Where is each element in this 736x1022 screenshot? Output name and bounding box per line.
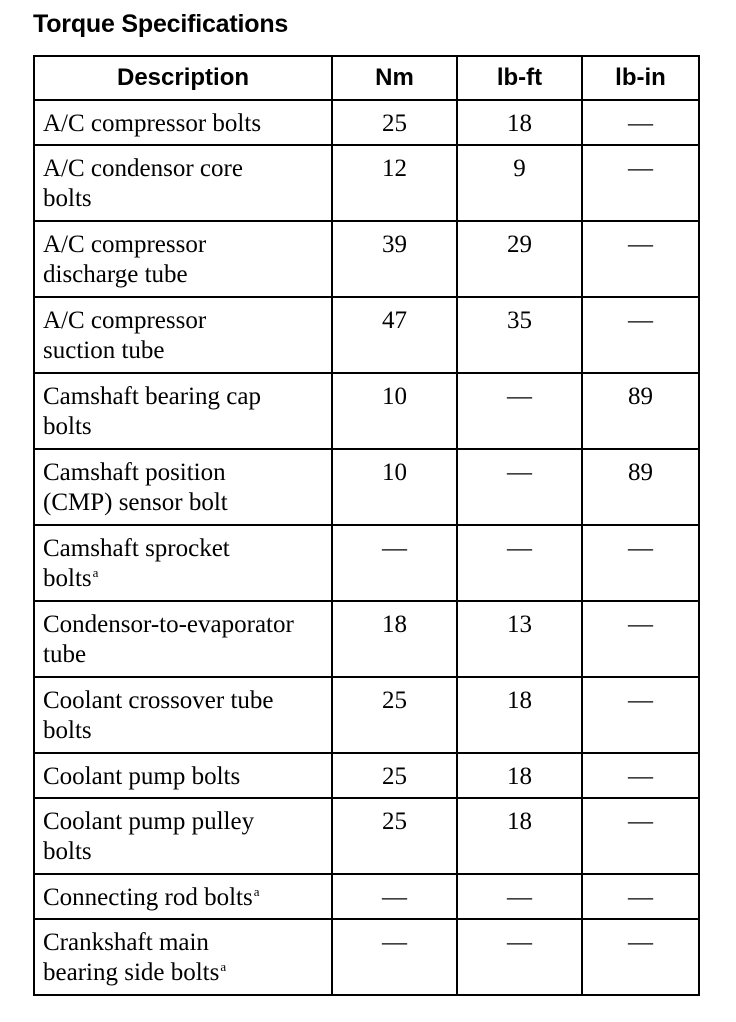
lb-in-cell: — — [582, 145, 699, 221]
description-text: Camshaft bearing cap bolts — [43, 383, 261, 440]
nm-cell: 47 — [332, 297, 457, 373]
lb-ft-cell: 9 — [457, 145, 582, 221]
column-header-lb-ft: lb-ft — [457, 56, 582, 100]
description-cell — [34, 798, 332, 874]
description-text: Coolant pump pulley bolts — [43, 808, 255, 865]
description-text: Condensor-to-evaporator tube — [43, 611, 294, 668]
description-cell — [34, 449, 332, 525]
description-text: Coolant pump bolts — [43, 763, 241, 790]
table-row — [34, 100, 699, 145]
description-text: Coolant crossover tube bolts — [43, 687, 274, 744]
lb-in-cell: — — [582, 525, 699, 601]
table-row — [34, 874, 699, 919]
description-cell — [34, 373, 332, 449]
description-text: Connecting rod bolts — [43, 884, 253, 911]
nm-cell: 12 — [332, 145, 457, 221]
lb-in-cell: — — [582, 919, 699, 995]
lb-ft-cell: — — [457, 449, 582, 525]
lb-ft-cell: — — [457, 874, 582, 919]
column-header-description: Description — [34, 56, 332, 100]
nm-cell: 10 — [332, 373, 457, 449]
table-row — [34, 525, 699, 601]
lb-ft-cell: 18 — [457, 753, 582, 798]
description-text: A/C compressor discharge tube — [43, 231, 207, 288]
lb-in-cell: — — [582, 297, 699, 373]
lb-ft-cell: — — [457, 525, 582, 601]
table-row — [34, 919, 699, 995]
lb-ft-cell: — — [457, 919, 582, 995]
nm-cell: — — [332, 919, 457, 995]
description-cell — [34, 874, 332, 919]
description-cell — [34, 145, 332, 221]
lb-ft-cell: 18 — [457, 100, 582, 145]
lb-ft-cell: 18 — [457, 798, 582, 874]
lb-ft-cell: 29 — [457, 221, 582, 297]
lb-in-cell: 89 — [582, 449, 699, 525]
lb-in-cell: — — [582, 753, 699, 798]
torque-spec-table — [33, 55, 700, 996]
description-text: Crankshaft main bearing side bolts — [43, 929, 220, 986]
footnote-marker: a — [220, 959, 227, 974]
table-row — [34, 677, 699, 753]
description-cell — [34, 677, 332, 753]
nm-cell: 25 — [332, 798, 457, 874]
nm-cell: 18 — [332, 601, 457, 677]
nm-cell: — — [332, 525, 457, 601]
lb-in-cell: — — [582, 798, 699, 874]
description-text: A/C condensor core bolts — [43, 155, 243, 212]
description-text: Camshaft position (CMP) sensor bolt — [43, 459, 228, 516]
nm-cell: 25 — [332, 100, 457, 145]
lb-in-cell: — — [582, 100, 699, 145]
nm-cell: 10 — [332, 449, 457, 525]
table-row — [34, 798, 699, 874]
page-title: Torque Specifications — [33, 10, 289, 38]
lb-ft-cell: 18 — [457, 677, 582, 753]
description-cell — [34, 100, 332, 145]
nm-cell: 39 — [332, 221, 457, 297]
table-row — [34, 601, 699, 677]
lb-in-cell: — — [582, 677, 699, 753]
table-row — [34, 753, 699, 798]
nm-cell: 25 — [332, 753, 457, 798]
lb-ft-cell: 35 — [457, 297, 582, 373]
lb-in-cell: 89 — [582, 373, 699, 449]
lb-ft-cell: 13 — [457, 601, 582, 677]
lb-in-cell: — — [582, 601, 699, 677]
description-cell — [34, 753, 332, 798]
description-cell — [34, 601, 332, 677]
table-row — [34, 145, 699, 221]
table-row — [34, 297, 699, 373]
description-cell — [34, 221, 332, 297]
nm-cell: 25 — [332, 677, 457, 753]
footnote-marker: a — [253, 884, 260, 899]
footnote-marker: a — [92, 565, 99, 580]
lb-in-cell: — — [582, 874, 699, 919]
table-row — [34, 221, 699, 297]
nm-cell: — — [332, 874, 457, 919]
description-cell — [34, 919, 332, 995]
description-text: A/C compressor bolts — [43, 110, 262, 137]
table-row — [34, 449, 699, 525]
lb-ft-cell: — — [457, 373, 582, 449]
description-cell — [34, 297, 332, 373]
column-header-lb-in: lb-in — [582, 56, 699, 100]
description-text: A/C compressor suction tube — [43, 307, 207, 364]
description-cell — [34, 525, 332, 601]
description-text: Camshaft sprocket bolts — [43, 535, 230, 592]
table-header-row — [34, 56, 699, 100]
column-header-nm: Nm — [332, 56, 457, 100]
table-row — [34, 373, 699, 449]
lb-in-cell: — — [582, 221, 699, 297]
